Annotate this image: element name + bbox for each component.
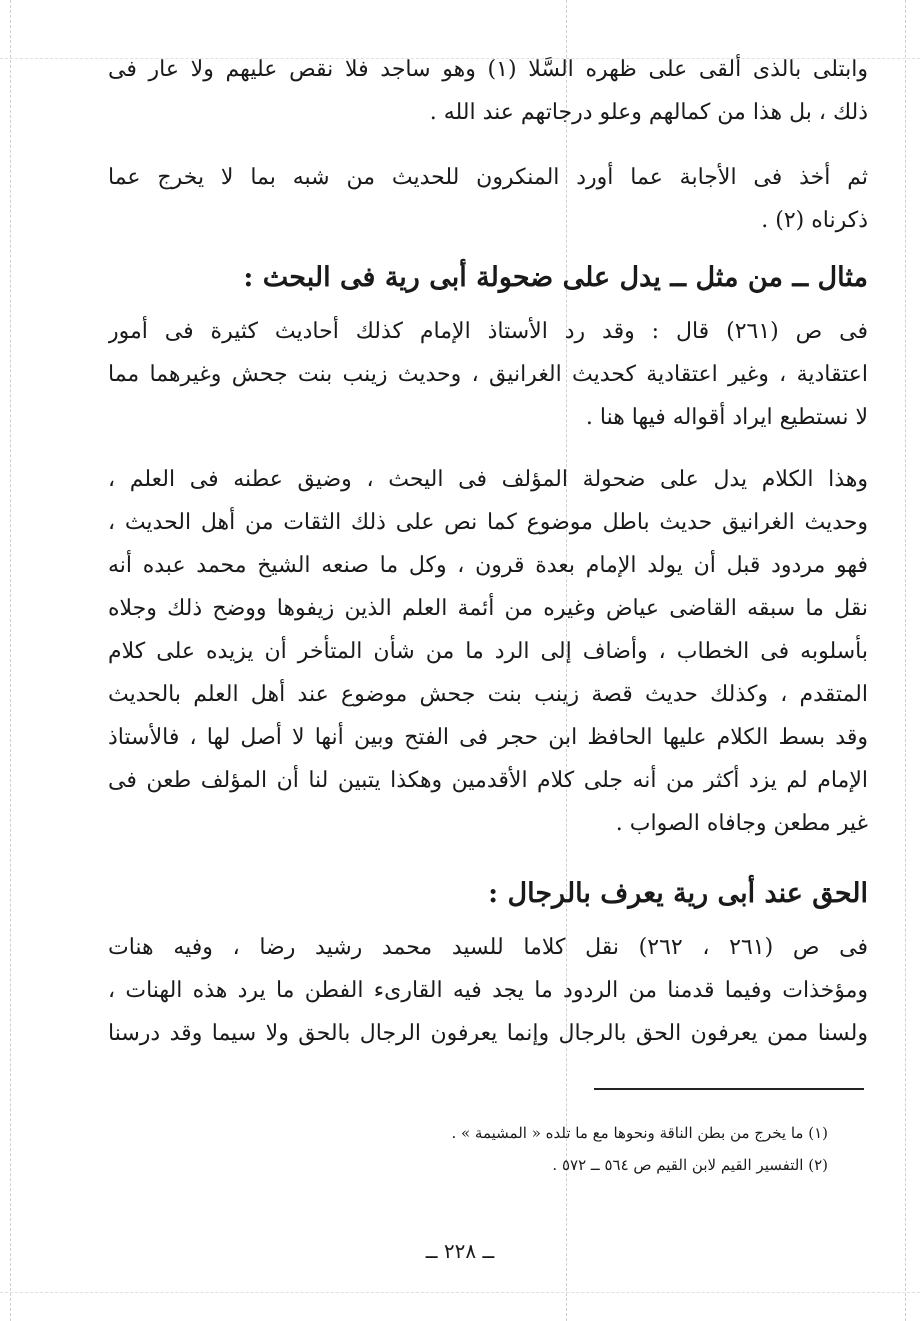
paragraph-5 (108, 926, 868, 1055)
text-line: وحديث الغرانيق حديث باطل موضوع كما نص على ذلك الثقات من أهل الحديث ، (108, 510, 868, 535)
text-line: وهذا الكلام يدل على ضحولة المؤلف فى اليحث ، وضيق عطنه فى العلم ، (108, 467, 868, 492)
text-line: نقل ما سبقه القاضى عياض وغيره من أئمة العلم الذين زيفوها ووضح ذلك وجلاه (108, 596, 868, 621)
footnote-separator (594, 1088, 864, 1090)
paragraph-1 (108, 48, 868, 134)
paragraph-4 (108, 458, 868, 845)
footnote: (٢) التفسير القيم لابن القيم ص ٥٦٤ ــ ٥٧٢ . (552, 1156, 828, 1174)
text-line: غير مطعن وجافاه الصواب . (615, 811, 868, 836)
text-line: الإمام لم يزد أكثر من أنه جلى كلام الأقدمين وهكذا يتبين لنا أن المؤلف طعن فى (108, 768, 868, 793)
scan-guide-line (0, 1292, 920, 1293)
text-line: اعتقادية ، وغير اعتقادية كحديث الغرانيق ، وحديث زينب بنت جحش وغيرهما مما (108, 362, 868, 387)
text-line: بأسلوبه فى الخطاب ، وأضاف إلى الرد ما من شأن المتأخر أن يزيده على كلام (108, 639, 868, 664)
text-line: ومؤخذات وفيما قدمنا من الردود ما يجد فيه القارىء الفطن ما يرد هذه الهنات ، (108, 978, 868, 1003)
text-line: وقد بسط الكلام عليها الحافظ ابن حجر فى الفتح وبين أنها لا أصل لها ، فالأستاذ (108, 725, 868, 750)
section-heading: الحق عند أبى رية يعرف بالرجال : (488, 878, 868, 909)
text-line: فى ص (٢٦١ ، ٢٦٢) نقل كلاما للسيد محمد رشيد رضا ، وفيه هنات (108, 935, 868, 960)
text-line: ثم أخذ فى الأجابة عما أورد المنكرون للحديث من شبه بما لا يخرج عما (108, 165, 868, 190)
text-line: فى ص (٢٦١) قال : وقد رد الأستاذ الإمام كذلك أحاديث كثيرة فى أمور (108, 319, 868, 344)
footnote: (١) ما يخرج من بطن الناقة ونحوها مع ما تلده « المشيمة » . (451, 1124, 828, 1142)
text-line: لا نستطيع ايراد أقواله فيها هنا . (585, 405, 868, 430)
page-number: ــ ٢٢٨ ــ (425, 1239, 495, 1263)
text-line: فهو مردود قبل أن يولد الإمام بعدة قرون ، وكل ما صنعه الشيخ محمد عبده أنه (108, 553, 868, 578)
paragraph-2 (108, 156, 868, 242)
scan-guide-line (10, 0, 11, 1321)
paragraph-3 (108, 310, 868, 439)
text-line: المتقدم ، وكذلك حديث قصة زينب بنت جحش موضوع عند أهل العلم بالحديث (108, 682, 868, 707)
scan-guide-line (905, 0, 906, 1321)
text-line: ذلك ، بل هذا من كمالهم وعلو درجاتهم عند الله . (429, 100, 868, 125)
text-line: ذكرناه (٢) . (761, 208, 868, 233)
text-line: ولسنا ممن يعرفون الحق بالرجال وإنما يعرفون الرجال بالحق ولا سيما وقد درسنا (108, 1021, 868, 1046)
section-heading: مثال ــ من مثل ــ يدل على ضحولة أبى رية فى البحث : (243, 262, 868, 293)
text-line: وابتلى بالذى ألقى على ظهره السَّلا (١) وهو ساجد فلا نقص عليهم ولا عار فى (108, 57, 868, 82)
